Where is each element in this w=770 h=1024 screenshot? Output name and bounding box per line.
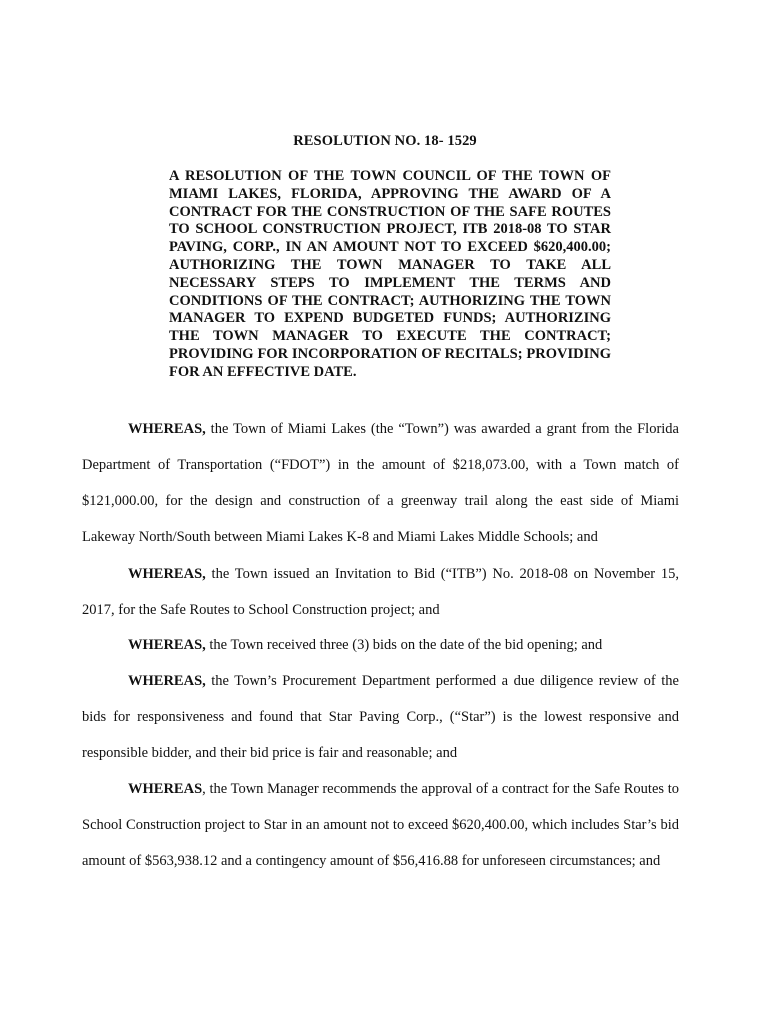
whereas-keyword: WHEREAS, xyxy=(128,421,206,437)
paragraph-text: the Town’s Procurement Department performed a due diligence review of the bids for responsiveness and found that Star Paving Corp., (“Star”) is the lowest responsive and responsible bidder, and their bid price is fair and reasonable; and xyxy=(82,673,679,761)
whereas-keyword: WHEREAS, xyxy=(128,566,206,582)
whereas-paragraph xyxy=(82,556,679,628)
whereas-keyword: WHEREAS xyxy=(128,781,203,797)
paragraph-text: , the Town Manager recommends the approval of a contract for the Safe Routes to School Construction project to Star in an amount not to exceed $620,400.00, which includes Star’s bid amount of $563,938.12 and a contingency amount of $56,416.88 for unforeseen circumstances; and xyxy=(82,781,679,869)
whereas-keyword: WHEREAS, xyxy=(128,637,206,653)
resolution-caption: A RESOLUTION OF THE TOWN COUNCIL OF THE TOWN OF MIAMI LAKES, FLORIDA, APPROVING THE AWARD OF A CONTRACT FOR THE CONSTRUCTION OF THE SAFE ROUTES TO SCHOOL CONSTRUCTION PROJECT, ITB 2018-08 TO STAR PAVING, CORP., IN AN AMOUNT NOT TO EXCEED $620,400.00; AUTHORIZING THE TOWN MANAGER TO TAKE ALL NECESSARY STEPS TO IMPLEMENT THE TERMS AND CONDITIONS OF THE CONTRACT; AUTHORIZING THE TOWN MANAGER TO EXPEND BUDGETED FUNDS; AUTHORIZING THE TOWN MANAGER TO EXECUTE THE CONTRACT; PROVIDING FOR INCORPORATION OF RECITALS; PROVIDING FOR AN EFFECTIVE DATE. xyxy=(169,168,611,380)
whereas-paragraph xyxy=(82,627,679,663)
whereas-keyword: WHEREAS, xyxy=(128,673,206,689)
whereas-paragraph xyxy=(82,771,679,879)
whereas-paragraph xyxy=(82,663,679,771)
whereas-paragraph xyxy=(82,411,679,555)
paragraph-text: the Town received three (3) bids on the date of the bid opening; and xyxy=(205,637,603,653)
paragraph-text: the Town issued an Invitation to Bid (“ITB”) No. 2018-08 on November 15, 2017, for the Safe Routes to School Construction project; and xyxy=(82,566,679,618)
paragraph-text: the Town of Miami Lakes (the “Town”) was awarded a grant from the Florida Department of Transportation (“FDOT”) in the amount of $218,073.00, with a Town match of $121,000.00, for the design and construction of a greenway trail along the east side of Miami Lakeway North/South between Miami Lakes K-8 and Miami Lakes Middle Schools; and xyxy=(82,421,679,545)
resolution-title: RESOLUTION NO. 18- 1529 xyxy=(293,133,477,149)
